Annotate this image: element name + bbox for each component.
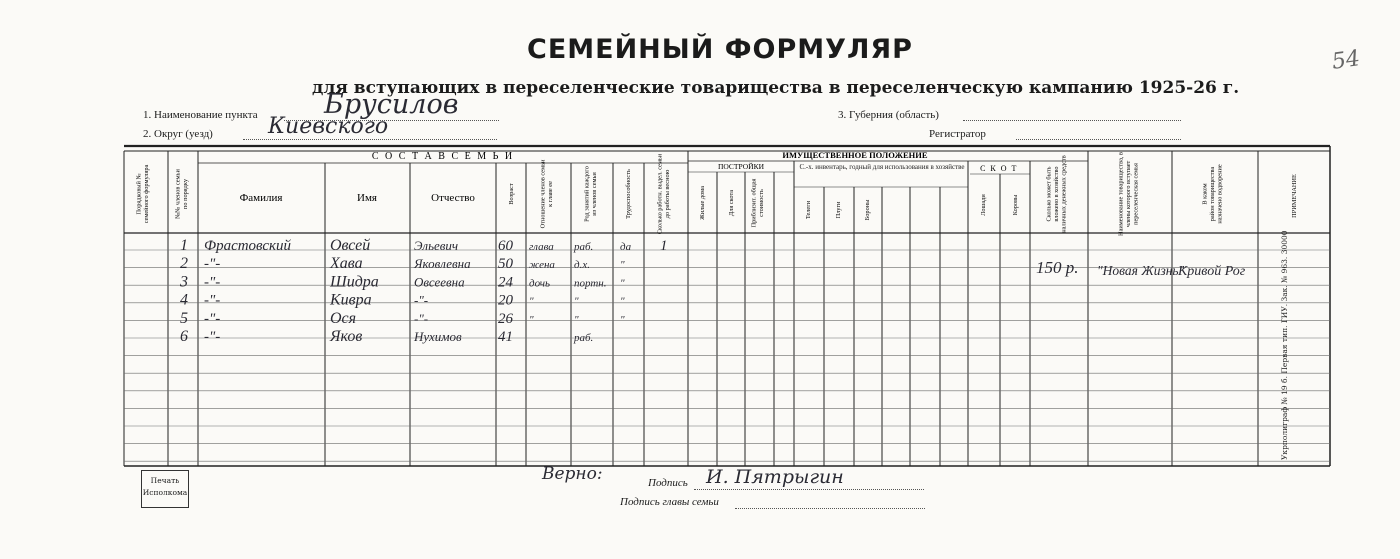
cell-imya: Шидра [330,273,379,291]
header-nn [174,169,189,219]
cell-otchestvo: Нухимов [414,329,462,344]
cell-rod: " [574,295,579,308]
okrug-value: Киевского [268,114,389,139]
header-naimenovanie-tov-line: Наименование товарищества, в [1117,152,1125,236]
cell-otnoshenie: " [529,295,534,308]
cell-n: 4 [180,291,188,309]
stamp-box [141,470,189,508]
header-v-kakoy-rayon-line: назначено водворение [1216,164,1224,224]
cell-imya: Яков [330,328,363,345]
header-telegi-line: Телеги [805,200,812,220]
cell-vozrast: 41 [498,329,513,345]
podpis-value: И. Пятрыгин [706,466,844,488]
header-nn-line: №№ членов семьи [174,169,182,219]
podpis-glavy-label: Подпись главы семьи [620,496,719,508]
header-skolko-rabotn-line: Сколько работн. выдел. семьи [656,153,664,235]
header-v-kakoy-rayon [1202,164,1224,223]
cell-rod: " [574,313,579,326]
registrator-label: Регистратор [929,128,986,140]
header-rod-zanyatiy-line: из членов семьи [590,172,598,216]
header-inventar: С.-х. инвентарь, годный для использования в хозяйстве [799,163,965,171]
cell-vozrast: 26 [498,310,513,327]
header-rod-zanyatiy [583,166,598,222]
cell-familiya: -"- [204,256,221,273]
header-otnoshenie [539,159,554,228]
rayon-value: Кривой Рог [1178,264,1246,279]
header-postroyki: ПОСТРОЙКИ [717,162,765,171]
header-v-kakoy-rayon-line: район товарищества [1209,166,1216,222]
cell-rod: раб. [574,241,594,253]
header-skolko-rabotn-line: до работы весною [663,169,671,219]
header-imya: Имя [357,192,377,204]
header-naimenovanie-tov-line: члены которого вступает [1125,160,1132,228]
tovarishchestvo-value: "Новая Жизнь" [1097,263,1185,278]
header-plugi-line: Плуги [835,201,842,219]
header-naimenovanie-tov [1118,152,1140,236]
cell-rod: раб. [574,332,594,344]
header-dlya-skota [728,190,735,216]
header-imushchestvo: ИМУЩЕСТВЕННОЕ ПОЛОЖЕНИЕ [782,150,928,160]
cell-otchestvo: -"- [414,292,429,308]
cell-trud: " [620,313,625,326]
header-priblizit-line: Приблизит. общая [750,178,758,228]
header-poryadkovy-line: Порядковый № [135,173,143,215]
money-value: 150 р. [1036,258,1079,277]
podpis-line [694,489,924,490]
gubernia-label: 3. Губерния (область) [838,109,939,121]
cell-n: 2 [180,255,188,273]
header-poryadkovy-line: семейного формуляра [142,164,150,224]
cell-imya: Кивра [330,291,372,309]
header-vozrast [508,183,515,205]
cell-n: 1 [180,237,188,254]
header-naimenovanie-tov-line: переселенческая семья [1132,163,1140,225]
header-korovy-line: Коровы [1012,194,1019,216]
cell-n: 5 [180,309,188,327]
cell-otnoshenie: " [529,313,534,326]
table-row [180,237,668,254]
cell-vozrast: 50 [498,256,513,273]
cell-otchestvo: Эльевич [414,238,459,253]
header-trudosposobnost [625,169,632,219]
cell-trud: да [620,241,632,253]
cell-familiya: Фрастовский [204,238,292,254]
cell-otnoshenie: дочь [529,277,551,290]
table-row [180,310,625,327]
header-nn-line: по порядку [181,179,189,209]
punkt-value: Брусилов [324,89,459,120]
header-poryadkovy [135,164,150,223]
cell-otchestvo: -"- [414,310,429,326]
punkt-label: 1. Наименование пункта [143,109,258,121]
header-skot: С К О Т [980,164,1018,173]
header-sostav: С О С Т А В С Е М Ь И [371,151,515,162]
cell-rod: д.х. [574,259,590,272]
cell-imya: Ося [330,309,357,327]
cell-familiya: -"- [204,292,221,309]
header-primechanie-line: ПРИМЕЧАНИЕ [1291,174,1298,218]
header-otnoshenie-line: Отношение членов семьи [539,159,547,229]
form-title: СЕМЕЙНЫЙ ФОРМУЛЯР [527,34,913,65]
table-row [180,292,625,309]
header-korovy [1012,194,1019,215]
header-skolko-vlozheno [1046,155,1068,232]
header-primechanie [1291,174,1298,218]
header-otnoshenie-line: к главе ее [546,181,554,207]
okrug-label: 2. Округ (уезд) [143,128,213,140]
header-rod-zanyatiy-line: Род занятий каждого [583,166,591,222]
side-imprint: Укрполиграф № 19 б. Первая тип. ГИУ. Зак. № 963. 30000 [1280,230,1289,460]
header-dlya-skota-line: Для скота [728,189,735,217]
cell-n: 3 [180,273,188,291]
header-skolko-rabotn [656,153,671,234]
stamp-line1: Печать [150,476,180,485]
cell-n: 6 [180,328,188,345]
header-loshadi [980,194,987,216]
cell-vozrast: 60 [498,238,513,254]
cell-otchestvo: Овсеевна [414,274,465,290]
cell-imya: Овсей [330,237,371,254]
podpis-glavy-line [735,508,925,509]
cell-familiya: -"- [204,310,221,327]
cell-trud: " [620,277,625,290]
cell-vozrast: 20 [498,292,513,309]
cell-familiya: -"- [204,329,221,345]
table-row [179,273,625,290]
cell-otnoshenie: глава [529,241,554,253]
cell-trud: " [620,259,625,272]
header-inventar-box [796,163,968,187]
cell-rabotn: 1 [660,238,668,254]
header-plugi [835,201,842,218]
header-skolko-vlozheno-line: вложено в хозяйство [1053,166,1060,222]
header-loshadi-line: Лошади [980,194,987,216]
header-vozrast-line: Возраст [508,183,515,205]
header-borony-line: Бороны [864,199,871,221]
header-skolko-vlozheno-line: Сколько может быть [1045,166,1053,222]
page-number: 54 [1330,46,1362,75]
cell-otchestvo: Яковлевна [414,256,471,272]
cell-imya: Хава [330,255,363,273]
header-zhilye [699,186,706,220]
cell-familiya: -"- [204,274,221,291]
form-subtitle: для вступающих в переселенческие товарищества в переселенческую кампанию 1925-26 г. [312,78,1240,98]
header-v-kakoy-rayon-line: В каком [1201,183,1209,205]
header-priblizit [750,179,765,228]
header-zhilye-line: Жилые дома [699,186,706,220]
cell-rod: портн. [574,277,607,290]
header-otchestvo: Отчество [431,192,475,204]
table-row [180,328,593,345]
header-telegi [805,200,812,219]
header-priblizit-line: стоимость [757,189,765,217]
cell-vozrast: 24 [498,274,513,291]
cell-trud: " [620,295,625,308]
table-row [180,255,625,272]
header-borony [864,199,871,220]
header-skolko-vlozheno-line: наличных денежных средств [1060,155,1068,233]
stamp-line2: Исполкома [142,488,188,497]
header-trudosposobnost-line: Трудоспособность [625,169,632,219]
podpis-label: Подпись [648,477,688,489]
cell-otnoshenie: жена [529,259,555,272]
header-familiya: Фамилия [239,192,283,204]
verno-text: Верно: [542,464,603,484]
